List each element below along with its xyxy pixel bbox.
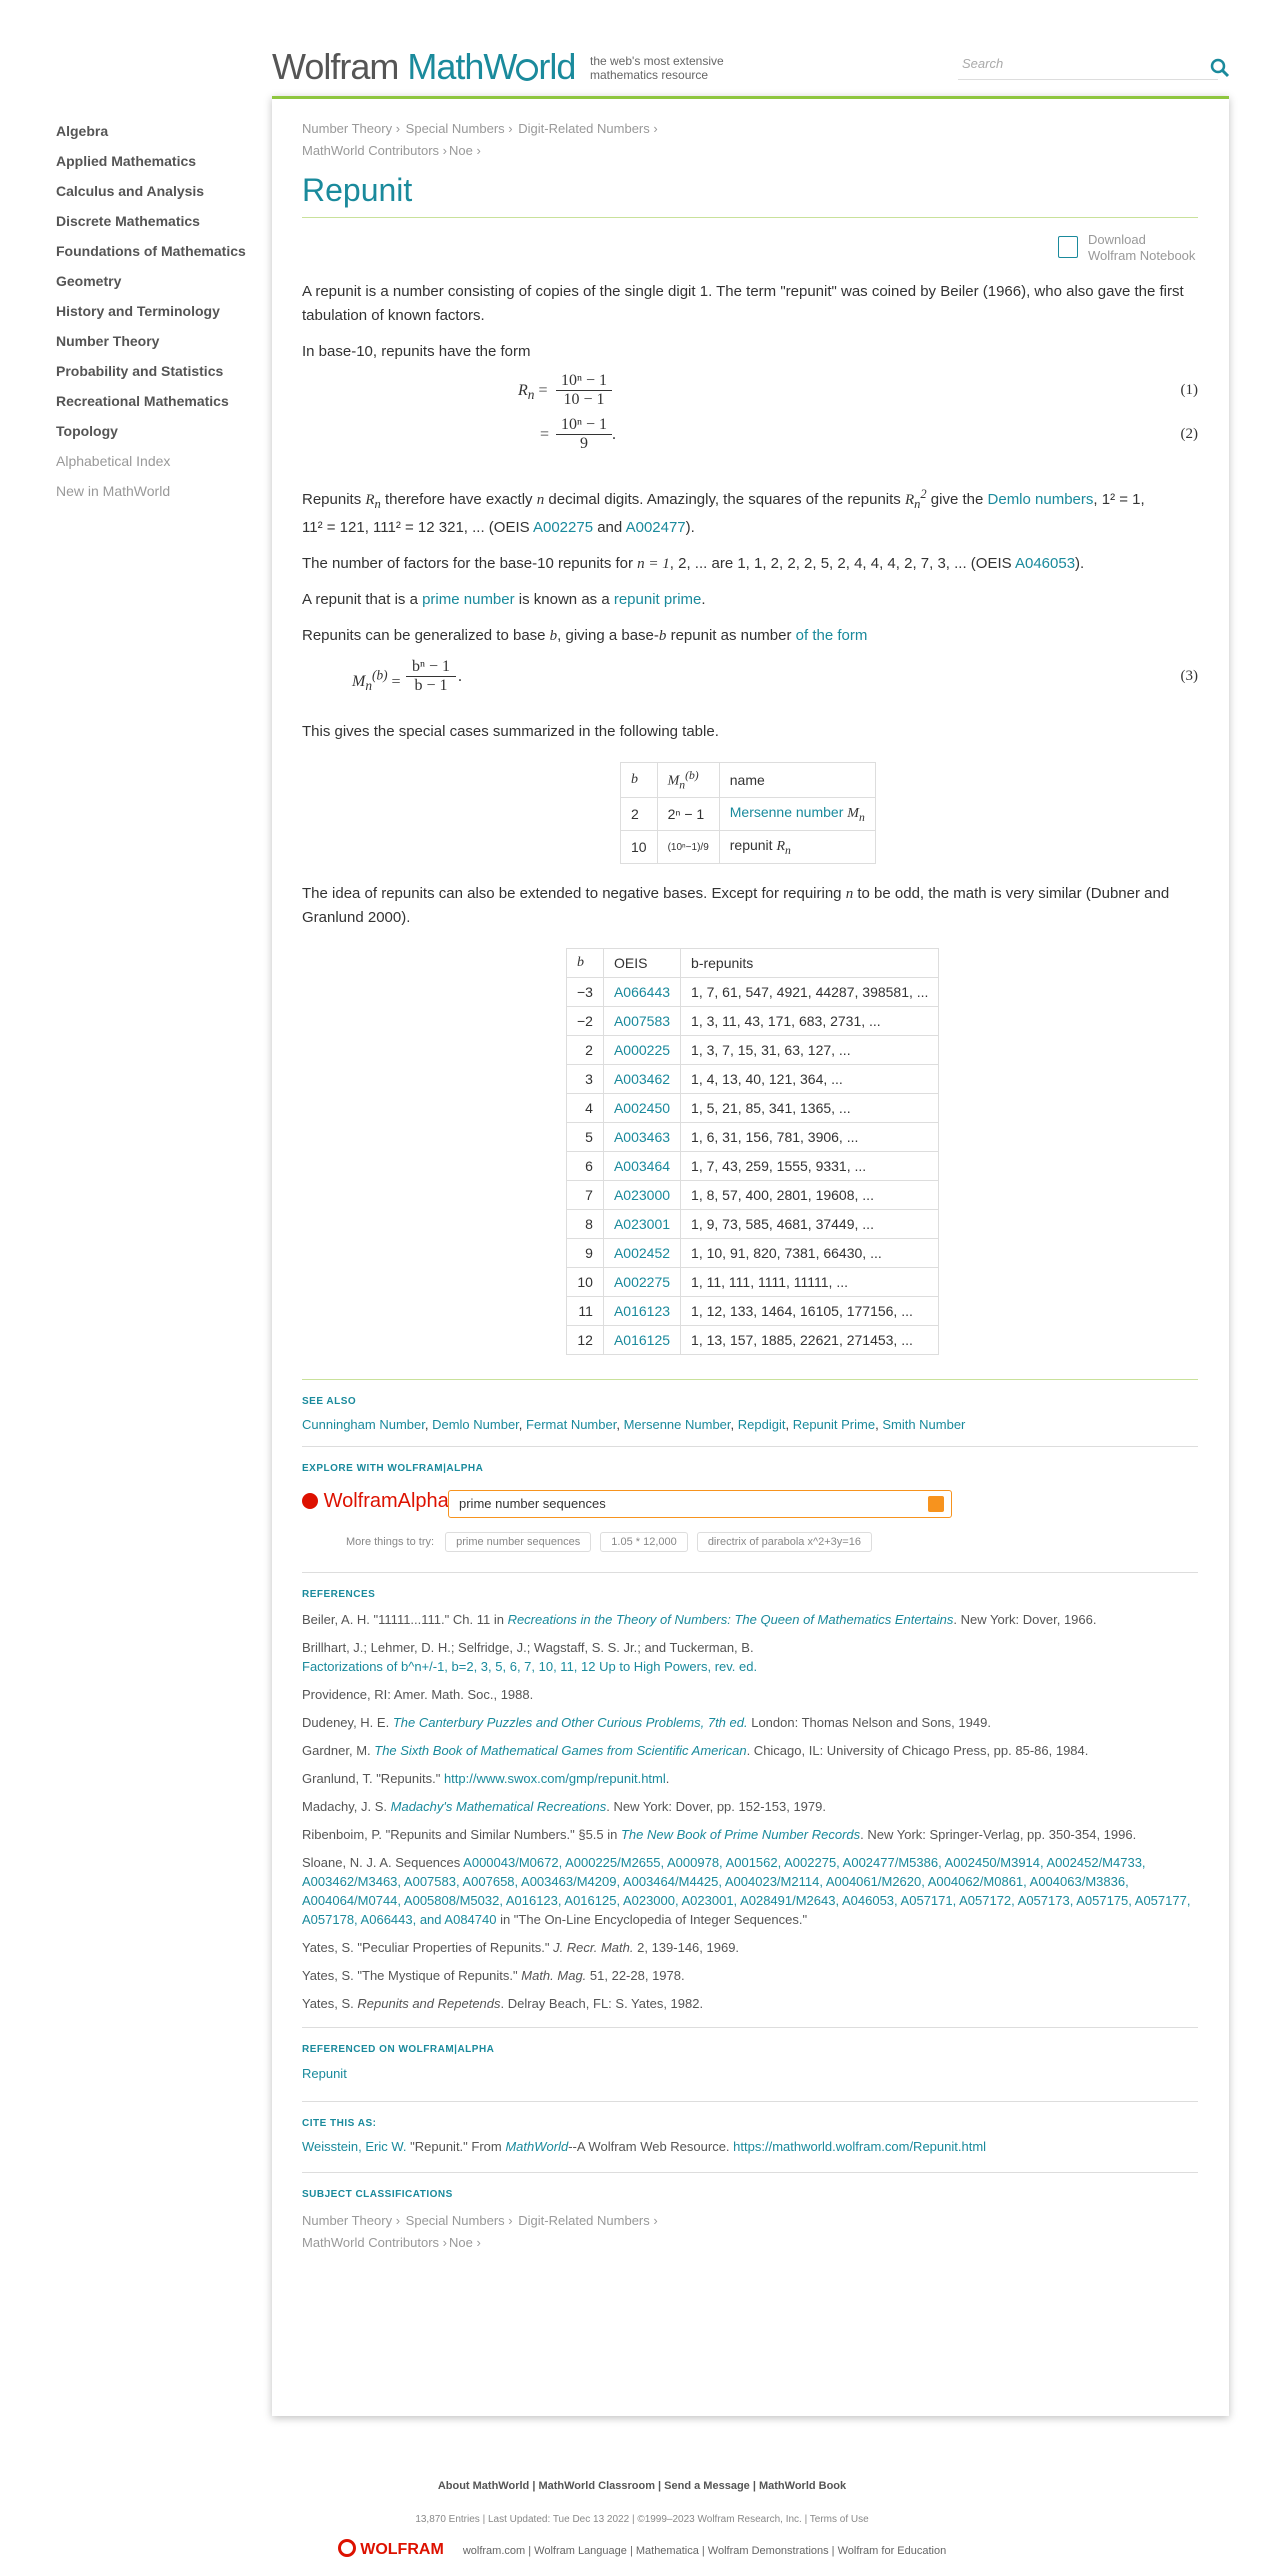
reference-item: Ribenboim, P. "Repunits and Similar Numbers." §5.5 in The New Book of Prime Number Records. New York: Springer-Verlag, pp. 350-354, 1996. <box>302 1827 1137 1843</box>
sidebar-item-calculus-and-analysis[interactable]: Calculus and Analysis <box>56 183 205 199</box>
factors-paragraph: The number of factors for the base-10 repunits for n = 1, 2, ... are 1, 1, 2, 2, 2, 5, 2, 4, 4, 4, 2, 7, 3, ... (OEIS A046053). <box>302 555 1085 572</box>
base-cell: 11 <box>567 1297 604 1326</box>
site-tagline: the web's most extensive mathematics resource <box>590 54 724 82</box>
equation-number: (3) <box>1180 668 1198 684</box>
subject-number-theory[interactable]: Number Theory <box>302 2213 393 2229</box>
subject-special-numbers[interactable]: Special Numbers <box>405 2213 505 2229</box>
oeis-link[interactable]: A002450 <box>613 1100 671 1117</box>
see-also-link[interactable]: Mersenne Number <box>623 1417 731 1433</box>
search-input[interactable]: Search <box>958 56 1218 80</box>
oeis-link[interactable]: A002275 <box>613 1274 671 1291</box>
base-cell: 5 <box>567 1123 604 1152</box>
see-also-link[interactable]: Smith Number <box>882 1417 966 1433</box>
repunit-values-cell: 1, 6, 31, 156, 781, 3906, ... <box>681 1123 939 1152</box>
see-also-link[interactable]: Cunningham Number <box>302 1417 425 1433</box>
oeis-link[interactable]: A023001 <box>613 1216 671 1233</box>
site-header <box>272 0 1232 94</box>
table-row: 2 2ⁿ − 1 Mersenne number $M_n$ <box>621 798 876 831</box>
reference-item: Granlund, T. "Repunits." http://www.swox.com/gmp/repunit.html. <box>302 1771 670 1787</box>
of-the-form-link[interactable]: of the form <box>795 627 868 644</box>
generalize-paragraph: Repunits can be generalized to base b, giving a base-b repunit as number of the form <box>302 627 868 644</box>
reference-item: Dudeney, H. E. The Canterbury Puzzles and Other Curious Problems, 7th ed. London: Thomas Nelson and Sons, 1949. <box>302 1715 991 1731</box>
table-row <box>567 1268 939 1297</box>
references-section: REFERENCES Beiler, A. H. "11111...111." Ch. 11 in Recreations in the Theory of Numbers: The Queen of Mathematics Entertains. New York: Dover, 1966. Brillhart, J.; Lehmer, D. H.; Selfridge, J.; Wagstaff, S. S. Jr.; and Tuckerman, B. Factorizations of b^n+/-1, b=2, 3, 5, 6, 7, 10, 11, 12 Up to High Powers, rev. ed. Providence, RI: Amer. Math. Soc., 1988. Dudeney, H. E. The Canterbury Puzzles and Other Curious Problems, 7th ed. London: Thomas Nelson and Sons, 1949. Gardner, M. The Sixth Book of Mathematical Games from Scientific American. Chicago, IL: University of Chicago Press, pp. 85-86, 1984. Granlund, T. "Repunits." http://www.swox.com/gmp/repunit.html. Madachy, J. S. Madachy's Mathematical Recreations. New York: Dover, pp. 152-153, 1979. Ribenboim, P. "Repunits and Similar Numbers." §5.5 in The New Book of Prime Number Records. New York: Springer-Verlag, pp. 350-354, 1996. Sloane, N. J. A. Sequences A000043/M0672, A000225/M2655, A000978, A001562, A002275, A002477/M5386, A002450/M3914, A002452/M4733, A003462/M3463, A007583, A007658, A003463/M4209, A003464/M4425, A004023/M2114, A004061/M2620, A004062/M0861, A004063/M3836, A004064/M0744, A005808/M5032, A016123, A016125, A023000, A023001, A028491/M2643, A046053, A057171, A057172, A057173, A057175, A057177, A057178, A066443, and A084740 in "The On-Line Encyclopedia of Integer Sequences." Yates, S. "Peculiar Properties of Repunits." J. Recr. Math. 2, 139-146, 1969. Yates, S. "The Mystique of Repunits." Math. Mag. 51, 22-28, 1978. Yates, S. Repunits and Repetends. Delray Beach, FL: S. Yates, 1982. <box>302 1572 1198 2013</box>
prime-paragraph: A repunit that is a prime number is known as a repunit prime. <box>302 591 706 608</box>
table-row <box>567 1210 939 1239</box>
table-row <box>567 1181 939 1210</box>
try-chip[interactable]: directrix of parabola x^2+3y=16 <box>697 1532 872 1552</box>
see-also-link[interactable]: Demlo Number <box>432 1417 519 1433</box>
sidebar-item-algebra[interactable]: Algebra <box>56 123 109 139</box>
wolfram-sites-links[interactable]: wolfram.com | Wolfram Language | Mathematica | Wolfram Demonstrations | Wolfram for Education <box>462 2545 947 2557</box>
breadcrumb-digit-related[interactable]: Digit-Related Numbers <box>518 121 650 136</box>
oeis-link[interactable]: A016123 <box>613 1303 671 1320</box>
repunit-values-cell: 1, 13, 157, 1885, 22621, 271453, ... <box>681 1326 939 1355</box>
cite-section: CITE THIS AS: Weisstein, Eric W. "Repunit." From MathWorld--A Wolfram Web Resource. https://mathworld.wolfram.com/Repunit.html <box>302 2101 1198 2154</box>
repunit-values-cell: 1, 9, 73, 585, 4681, 37449, ... <box>681 1210 939 1239</box>
reference-item: Yates, S. "Peculiar Properties of Repunits." J. Recr. Math. 2, 139-146, 1969. <box>302 1940 740 1956</box>
reference-item: Yates, S. "The Mystique of Repunits." Math. Mag. 51, 22-28, 1978. <box>302 1968 685 1984</box>
download-notebook-button[interactable]: Download Wolfram Notebook <box>1058 232 1198 264</box>
base10-paragraph: In base-10, repunits have the form <box>302 343 531 360</box>
sidebar-item-foundations[interactable]: Foundations of Mathematics <box>56 243 246 259</box>
intro-paragraph: A repunit is a number consisting of copies of the single digit 1. The term "repunit" was coined by Beiler (1966), who also gave the first tabulation of known factors. <box>302 283 1184 324</box>
breadcrumb: Number Theory › Special Numbers › Digit-Related Numbers › MathWorld Contributors › Noe › <box>302 121 658 158</box>
base-cell: 7 <box>567 1181 604 1210</box>
subject-noe[interactable]: Noe <box>449 2235 473 2251</box>
table-row <box>567 1123 939 1152</box>
reference-item: Madachy, J. S. Madachy's Mathematical Recreations. New York: Dover, pp. 152-153, 1979. <box>302 1799 826 1815</box>
sidebar-item-topology[interactable]: Topology <box>56 423 118 439</box>
equation-number: (2) <box>1180 426 1198 442</box>
oeis-link[interactable]: A002452 <box>613 1245 671 1262</box>
base-cell: 4 <box>567 1094 604 1123</box>
oeis-link[interactable]: A003462 <box>613 1071 671 1088</box>
sidebar-new-in-mathworld[interactable]: New in MathWorld <box>56 483 171 499</box>
table-row: 10 (10ⁿ−1)/9 repunit $R_n$ <box>621 831 876 864</box>
oeis-sequences-links[interactable]: A000043/M0672, A000225/M2655, A000978, A001562, A002275, A002477/M5386, A002450/M3914, A002452/M4733, A003462/M3463, A007583, A007658, A003463/M4209, A003464/M4425, A004023/M2114, A004061/M2620, A004062/M0861, A004063/M3836, A004064/M0744, A005808/M5032, A016123, A016125, A023000, A023001, A028491/M2643, A046053, A057171, A057172, A057173, A057175, A057177, A057178, A066443, and A084740 <box>302 1855 1191 1928</box>
wolframalpha-star-icon <box>302 1493 318 1509</box>
wolfram-spikey-icon <box>338 2539 356 2557</box>
table-row <box>567 1152 939 1181</box>
oeis-link[interactable]: A066443 <box>613 984 671 1001</box>
base-cell: 9 <box>567 1239 604 1268</box>
try-chip[interactable]: 1.05 * 12,000 <box>600 1532 687 1552</box>
base-repunits-table: b OEIS b-repunits −3 A066443 1, 7, 61, 547, 4921, 44287, 398581, ... −2 A007583 1, 3, 11, 43, 171, 683, 2731, ... 2 A000225 1, 3, 7, 15, 31, 63, 127, ... 3 A003462 1, 4, 13, 40, 121, 364, ... 4 A002450 1, 5, 21, 85, 341, 1365, ... 5 A003463 1, 6, 31, 156, 781, 3906, ... 6 A003464 1, 7, 43, 259, 1555, 9331, ... 7 A023000 1, 8, 57, 400, 2801, 19608, ... 8 A023001 1, 9, 73, 585, 4681, 37449, ... 9 A002452 1, 10, 91, 820, 7381, 66430, ... 10 A002275 1, 11, 111, 1111, 11111, ... 11 A016123 1, 12, 133, 1464, 16105, 177156, ... 12 A016125 1, 13, 157, 1885, 22621, 271453, ... <box>566 948 939 1355</box>
referenced-on-section: REFERENCED ON WOLFRAM|ALPHA Repunit <box>302 2027 1198 2083</box>
repunit-values-cell: 1, 10, 91, 820, 7381, 66430, ... <box>681 1239 939 1268</box>
page-title: Repunit <box>302 172 1198 218</box>
sidebar-item-applied-mathematics[interactable]: Applied Mathematics <box>56 153 197 169</box>
oeis-link[interactable]: A000225 <box>613 1042 671 1059</box>
sidebar-item-discrete-mathematics[interactable]: Discrete Mathematics <box>56 213 200 229</box>
equation-3: $M_n^{(b)}$ = bⁿ − 1 b − 1 . (3) <box>352 658 1198 694</box>
mathworld-logo[interactable]: Wolfram MathW rld <box>272 46 576 87</box>
oeis-link[interactable]: A002477 <box>625 519 686 536</box>
see-also-link[interactable]: Fermat Number <box>526 1417 617 1433</box>
footer-links[interactable]: About MathWorld | MathWorld Classroom | Send a Message | MathWorld Book <box>437 2480 847 2492</box>
subject-digit-related[interactable]: Digit-Related Numbers <box>518 2213 650 2229</box>
sidebar-item-geometry[interactable]: Geometry <box>56 273 122 289</box>
repunit-values-cell: 1, 3, 7, 15, 31, 63, 127, ... <box>681 1036 939 1065</box>
special-cases-table: b $M_n^{(b)}$ name 2 2ⁿ − 1 Mersenne number $M_n$ 10 (10ⁿ−1)/9 repunit $R_n$ <box>620 762 876 864</box>
sidebar-nav <box>56 116 276 506</box>
base-cell: −3 <box>567 978 604 1007</box>
reference-item: Yates, S. Repunits and Repetends. Delray Beach, FL: S. Yates, 1982. <box>302 1996 704 2012</box>
wolframalpha-submit-button[interactable] <box>928 1496 944 1512</box>
wolframalpha-query-input[interactable]: prime number sequences <box>448 1490 952 1518</box>
reference-item: Brillhart, J.; Lehmer, D. H.; Selfridge, J.; Wagstaff, S. S. Jr.; and Tuckerman, B. Factorizations of b^n+/-1, b=2, 3, 5, 6, 7, 10, 11, 12 Up to High Powers, rev. ed. <box>302 1640 758 1675</box>
sidebar-item-history[interactable]: History and Terminology <box>56 303 220 319</box>
breadcrumb-contributors[interactable]: MathWorld Contributors <box>302 143 440 158</box>
table-row <box>567 1036 939 1065</box>
reference-item: Gardner, M. The Sixth Book of Mathematical Games from Scientific American. Chicago, IL: University of Chicago Press, pp. 85-86, 1984. <box>302 1743 1089 1759</box>
breadcrumb-special-numbers[interactable]: Special Numbers <box>405 121 505 136</box>
breadcrumb-number-theory[interactable]: Number Theory <box>302 121 393 136</box>
equation-number: (1) <box>1180 382 1198 398</box>
reference-item: Sloane, N. J. A. Sequences A000043/M0672, A000225/M2655, A000978, A001562, A002275, A002477/M5386, A002450/M3914, A002452/M4733, A003462/M3463, A007583, A007658, A003463/M4209, A003464/M4425, A004023/M2114, A004061/M2620, A004062/M0861, A004063/M3836, A004064/M0744, A005808/M5032, A016123, A016125, A023000, A023001, A028491/M2643, A046053, A057171, A057172, A057173, A057175, A057177, A057178, A066443, and A084740 in "The On-Line Encyclopedia of Integer Sequences." <box>302 1855 1191 1928</box>
subject-classifications-section: SUBJECT CLASSIFICATIONS Number Theory › Special Numbers › Digit-Related Numbers › MathWorld Contributors › Noe › <box>302 2172 1198 2254</box>
oeis-link[interactable]: A016125 <box>613 1332 671 1349</box>
sidebar-item-recreational[interactable]: Recreational Mathematics <box>56 393 229 409</box>
wolfram-alpha-section: EXPLORE WITH WOLFRAM|ALPHA WolframAlpha prime number sequences More things to try: prime number sequences 1.05 * 12,000 directrix of parabola x^2+3y=16 <box>302 1446 1198 1552</box>
base-cell: 6 <box>567 1152 604 1181</box>
subject-contributors[interactable]: MathWorld Contributors <box>302 2235 440 2251</box>
base-cell: 3 <box>567 1065 604 1094</box>
globe-icon <box>516 59 538 81</box>
author-link[interactable]: Weisstein, Eric W. <box>302 2139 407 2155</box>
base-cell: 12 <box>567 1326 604 1355</box>
repunit-values-cell: 1, 12, 133, 1464, 16105, 177156, ... <box>681 1297 939 1326</box>
repunit-values-cell: 1, 7, 61, 547, 4921, 44287, 398581, ... <box>681 978 939 1007</box>
notebook-icon <box>1058 236 1078 258</box>
table-row <box>567 1239 939 1268</box>
repunit-values-cell: 1, 7, 43, 259, 1555, 9331, ... <box>681 1152 939 1181</box>
main-content <box>302 96 1198 2254</box>
demlo-paragraph: Repunits $R_n$ therefore have exactly n decimal digits. Amazingly, the squares of the repunits $R_n^2$ give the Demlo numbers, 1² = 1, 11² = 121, 111² = 12 321, ... (OEIS A002275 and A002477). <box>302 487 1145 536</box>
table-row <box>567 1007 939 1036</box>
oeis-link[interactable]: A046053 <box>1014 555 1076 572</box>
table-row <box>567 1065 939 1094</box>
sidebar-item-number-theory[interactable]: Number Theory <box>56 333 160 349</box>
wolfram-logo[interactable]: WOLFRAM <box>338 2541 444 2558</box>
equation-1-2: $R_n$ = 10ⁿ − 1 10 − 1 = 10ⁿ − 1 9 . (1) (2) <box>518 372 1198 452</box>
special-cases-paragraph: This gives the special cases summarized in the following table. <box>302 723 719 740</box>
repunit-values-cell: 1, 3, 11, 43, 171, 683, 2731, ... <box>681 1007 939 1036</box>
table-row <box>567 1094 939 1123</box>
mersenne-number-link[interactable]: Mersenne number <box>729 804 844 821</box>
swox-link[interactable]: http://www.swox.com/gmp/repunit.html <box>443 1771 666 1787</box>
negative-bases-paragraph: The idea of repunits can also be extended to negative bases. Except for requiring n to be odd, the math is very similar (Dubner and Granlund 2000). <box>302 885 1170 927</box>
citation-url-link[interactable]: https://mathworld.wolfram.com/Repunit.html <box>733 2139 987 2155</box>
table-row <box>567 1297 939 1326</box>
see-also-link[interactable]: Repunit Prime <box>792 1417 876 1433</box>
breadcrumb-noe[interactable]: Noe <box>449 143 473 158</box>
repunit-prime-link[interactable]: repunit prime <box>613 591 702 608</box>
base-cell: 8 <box>567 1210 604 1239</box>
table-row <box>567 1326 939 1355</box>
sidebar-alphabetical-index[interactable]: Alphabetical Index <box>56 453 171 469</box>
prime-number-link[interactable]: prime number <box>422 591 515 608</box>
wolframalpha-logo[interactable]: WolframAlpha <box>302 1490 449 1513</box>
sidebar-item-probability[interactable]: Probability and Statistics <box>56 363 224 379</box>
base-cell: 2 <box>567 1036 604 1065</box>
reference-item: Providence, RI: Amer. Math. Soc., 1988. <box>302 1687 534 1703</box>
see-also-link[interactable]: Repdigit <box>737 1417 786 1433</box>
see-also-section: SEE ALSO Cunningham Number, Demlo Number, Fermat Number, Mersenne Number, Repdigit, Repunit Prime, Smith Number <box>302 1379 1198 1432</box>
site-footer <box>0 2480 1284 2559</box>
search-icon[interactable] <box>1208 56 1232 80</box>
referenced-repunit-link[interactable]: Repunit <box>302 2066 347 2082</box>
repunit-values-cell: 1, 8, 57, 400, 2801, 19608, ... <box>681 1181 939 1210</box>
table-row <box>567 978 939 1007</box>
repunit-values-cell: 1, 11, 111, 1111, 11111, ... <box>681 1268 939 1297</box>
try-chip[interactable]: prime number sequences <box>445 1532 591 1552</box>
repunit-values-cell: 1, 4, 13, 40, 121, 364, ... <box>681 1065 939 1094</box>
oeis-link[interactable]: A003464 <box>613 1158 671 1175</box>
reference-item: Beiler, A. H. "11111...111." Ch. 11 in Recreations in the Theory of Numbers: The Queen of Mathematics Entertains. New York: Dover, 1966. <box>302 1612 1097 1628</box>
oeis-link[interactable]: A007583 <box>613 1013 671 1030</box>
demlo-numbers-link[interactable]: Demlo numbers <box>987 491 1094 508</box>
base-cell: 10 <box>567 1268 604 1297</box>
oeis-link[interactable]: A002275 <box>532 519 594 536</box>
oeis-link[interactable]: A023000 <box>613 1187 671 1204</box>
footer-info: 13,870 Entries | Last Updated: Tue Dec 13 2022 | ©1999–2023 Wolfram Research, Inc. | Terms of Use <box>415 2514 869 2525</box>
factorizations-link[interactable]: Factorizations of b^n+/-1, b=2, 3, 5, 6, 7, 10, 11, 12 Up to High Powers, rev. ed. <box>302 1659 758 1675</box>
base-cell: −2 <box>567 1007 604 1036</box>
oeis-link[interactable]: A003463 <box>613 1129 671 1146</box>
repunit-values-cell: 1, 5, 21, 85, 341, 1365, ... <box>681 1094 939 1123</box>
